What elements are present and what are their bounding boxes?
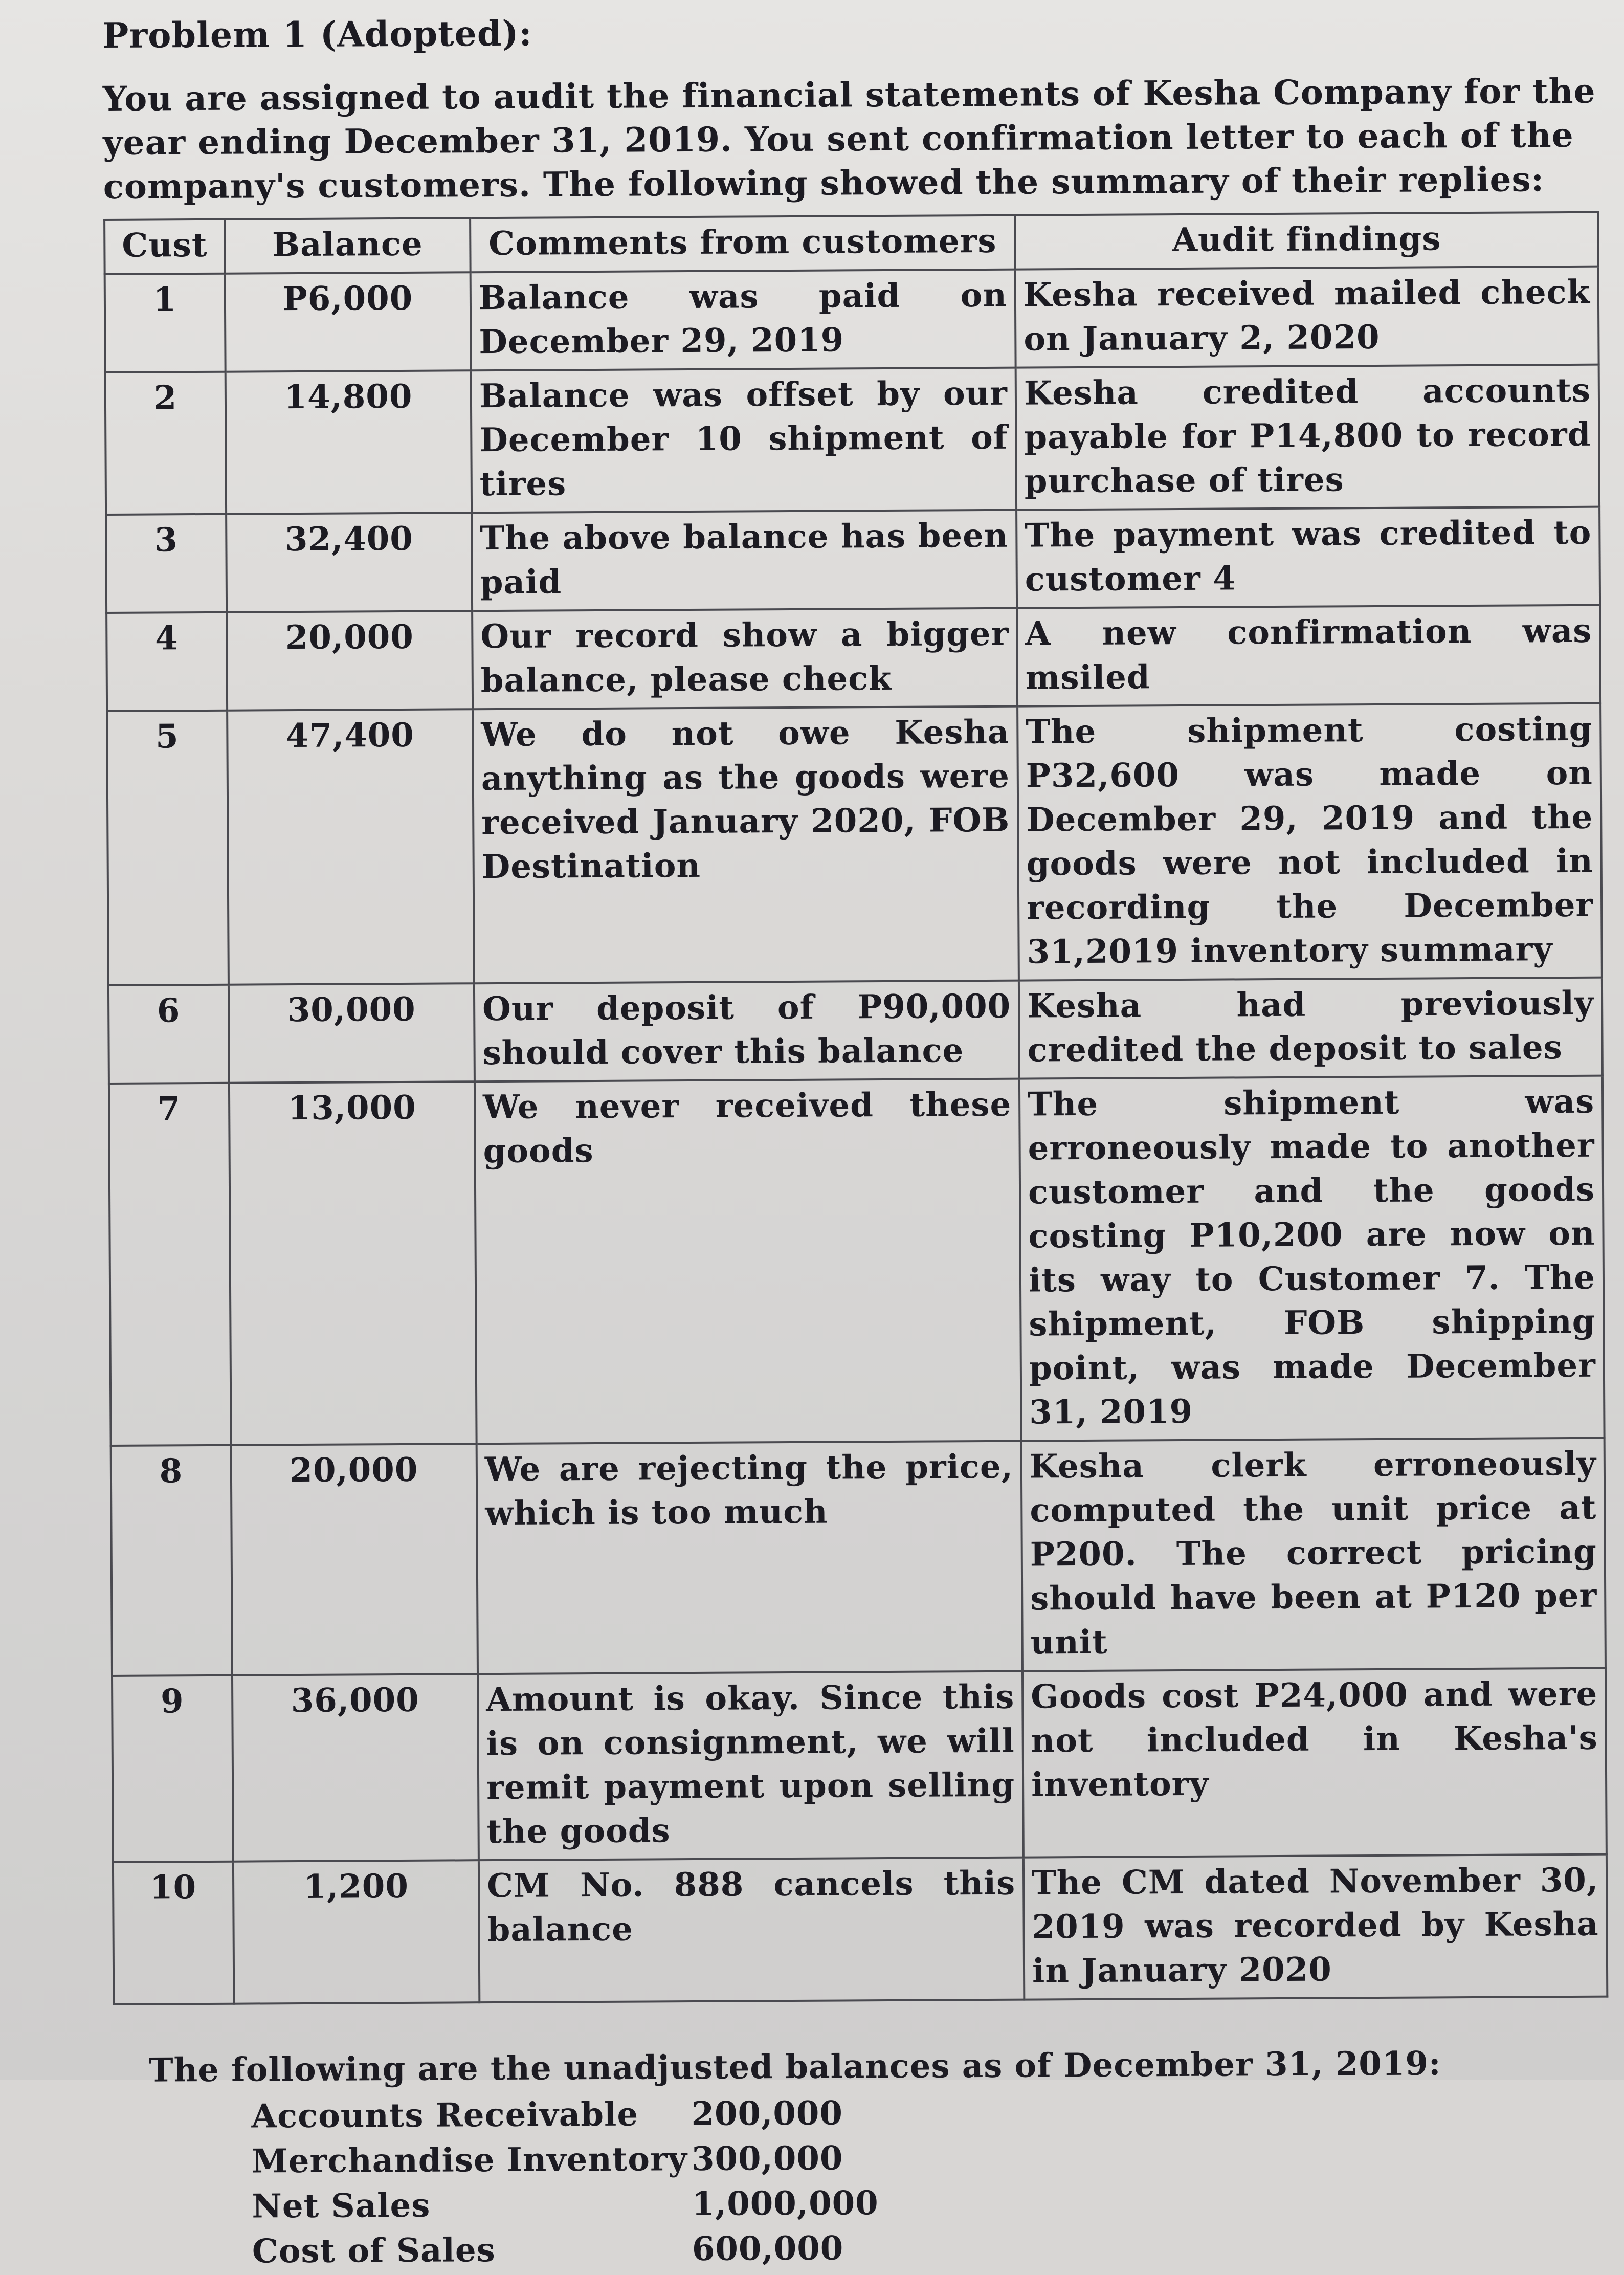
customer-comment: Balance was paid on December 29, 2019 [471,270,1016,371]
header-cust: Cust [104,219,225,274]
problem-heading: Problem 1 (Adopted): [102,13,532,56]
balance-row [149,2087,1607,2140]
audit-finding: Kesha had previously credited the deposit to sales [1019,978,1603,1079]
audit-finding: The payment was credited to customer 4 [1016,507,1600,608]
customer-comment: Balance was offset by our December 10 shipment of tires [471,368,1016,513]
account-name: Cost of Sales [252,2231,496,2271]
cust-number: 8 [111,1445,232,1676]
customer-comment: We do not owe Kesha anything as the goods were received January 2020, FOB Destination [473,706,1019,984]
cust-balance: 32,400 [226,513,472,612]
header-balance: Balance [225,218,471,274]
table-row [111,1438,1606,1676]
customer-comment: CM No. 888 cancels this balance [479,1858,1024,2003]
cust-number: 5 [107,711,229,985]
cust-number: 6 [108,985,229,1084]
table-row [112,1668,1607,1862]
cust-number: 9 [112,1675,233,1862]
balances-title: The following are the unadjusted balances as of December 31, 2019: [148,2044,1441,2090]
cust-number: 4 [106,612,227,711]
cust-balance: 36,000 [232,1674,479,1862]
balance-row [149,2132,1607,2185]
customer-comment: Amount is okay. Since this is on consignment, we will remit payment upon selling the goods [478,1671,1024,1861]
table-header-row [104,212,1598,274]
customer-comment: Our deposit of P90,000 should cover this balance [474,981,1019,1082]
table-row [105,267,1599,372]
audit-finding: Kesha received mailed check on January 2, 2020 [1015,267,1599,368]
header-audit-findings: Audit findings [1015,212,1598,270]
header-comments: Comments from customers [470,215,1015,273]
customer-comment: We are rejecting the price, which is too much [477,1441,1022,1674]
audit-finding: The shipment was erroneously made to another customer and the goods costing P10,200 are now on its way to Customer 7. The shipment, FOB shipping point, was made December 31, 2019 [1019,1076,1605,1441]
balance-row [150,2222,1608,2275]
audit-finding: The CM dated November 30, 2019 was recorded by Kesha in January 2020 [1024,1854,1607,2000]
cust-balance: 20,000 [231,1444,478,1675]
problem-intro: You are assigned to audit the financial statements of Kesha Company for the year ending December 31, 2019. You sent confirmation letter to each of the company's customers. The following showed the summary of their replies: [102,71,1596,207]
audit-finding: A new confirmation was msiled [1017,605,1600,706]
cust-number: 10 [113,1862,234,2004]
table-row [106,507,1600,613]
audit-finding: Kesha credited accounts payable for P14,800 to record purchase of tires [1016,365,1599,510]
account-name: Net Sales [252,2186,431,2226]
customer-comment: The above balance has been paid [472,510,1017,611]
table-row [106,605,1600,711]
table-row [108,978,1603,1084]
cust-balance: 1,200 [233,1860,479,2004]
audit-finding: The shipment costing P32,600 was made on December 29, 2019 and the goods were not included in recording the December 31,2019 inventory summary [1017,703,1602,981]
cust-balance: 13,000 [229,1081,477,1445]
cust-balance: P6,000 [225,272,471,372]
cust-balance: 14,800 [226,370,472,514]
balance-row [149,2177,1607,2230]
table-row [109,1076,1605,1446]
audit-finding: Goods cost P24,000 and were not included in Kesha's inventory [1022,1668,1607,1858]
table-row [107,703,1602,985]
audit-finding: Kesha clerk erroneously computed the unit price at P200. The correct pricing should have been at P120 per unit [1021,1438,1606,1671]
cust-number: 1 [105,274,226,372]
cust-number: 3 [106,514,227,613]
account-name: Merchandise Inventory [251,2140,688,2181]
cust-number: 7 [109,1083,231,1446]
account-amount: 300,000 [691,2139,843,2179]
cust-balance: 20,000 [227,611,473,711]
table-row [105,365,1599,515]
cust-number: 2 [105,372,226,515]
table-row [113,1854,1607,2004]
customer-comment: Our record show a bigger balance, please check [472,608,1017,710]
cust-balance: 47,400 [227,709,474,985]
account-name: Accounts Receivable [251,2095,639,2136]
cust-balance: 30,000 [229,983,475,1083]
confirmation-replies-table [103,211,1608,2005]
account-amount: 1,000,000 [692,2184,879,2224]
unadjusted-balances [113,2044,1608,2275]
customer-comment: We never received these goods [475,1079,1021,1444]
account-amount: 600,000 [692,2229,844,2269]
account-amount: 200,000 [691,2094,843,2134]
page-content [102,8,1608,2275]
